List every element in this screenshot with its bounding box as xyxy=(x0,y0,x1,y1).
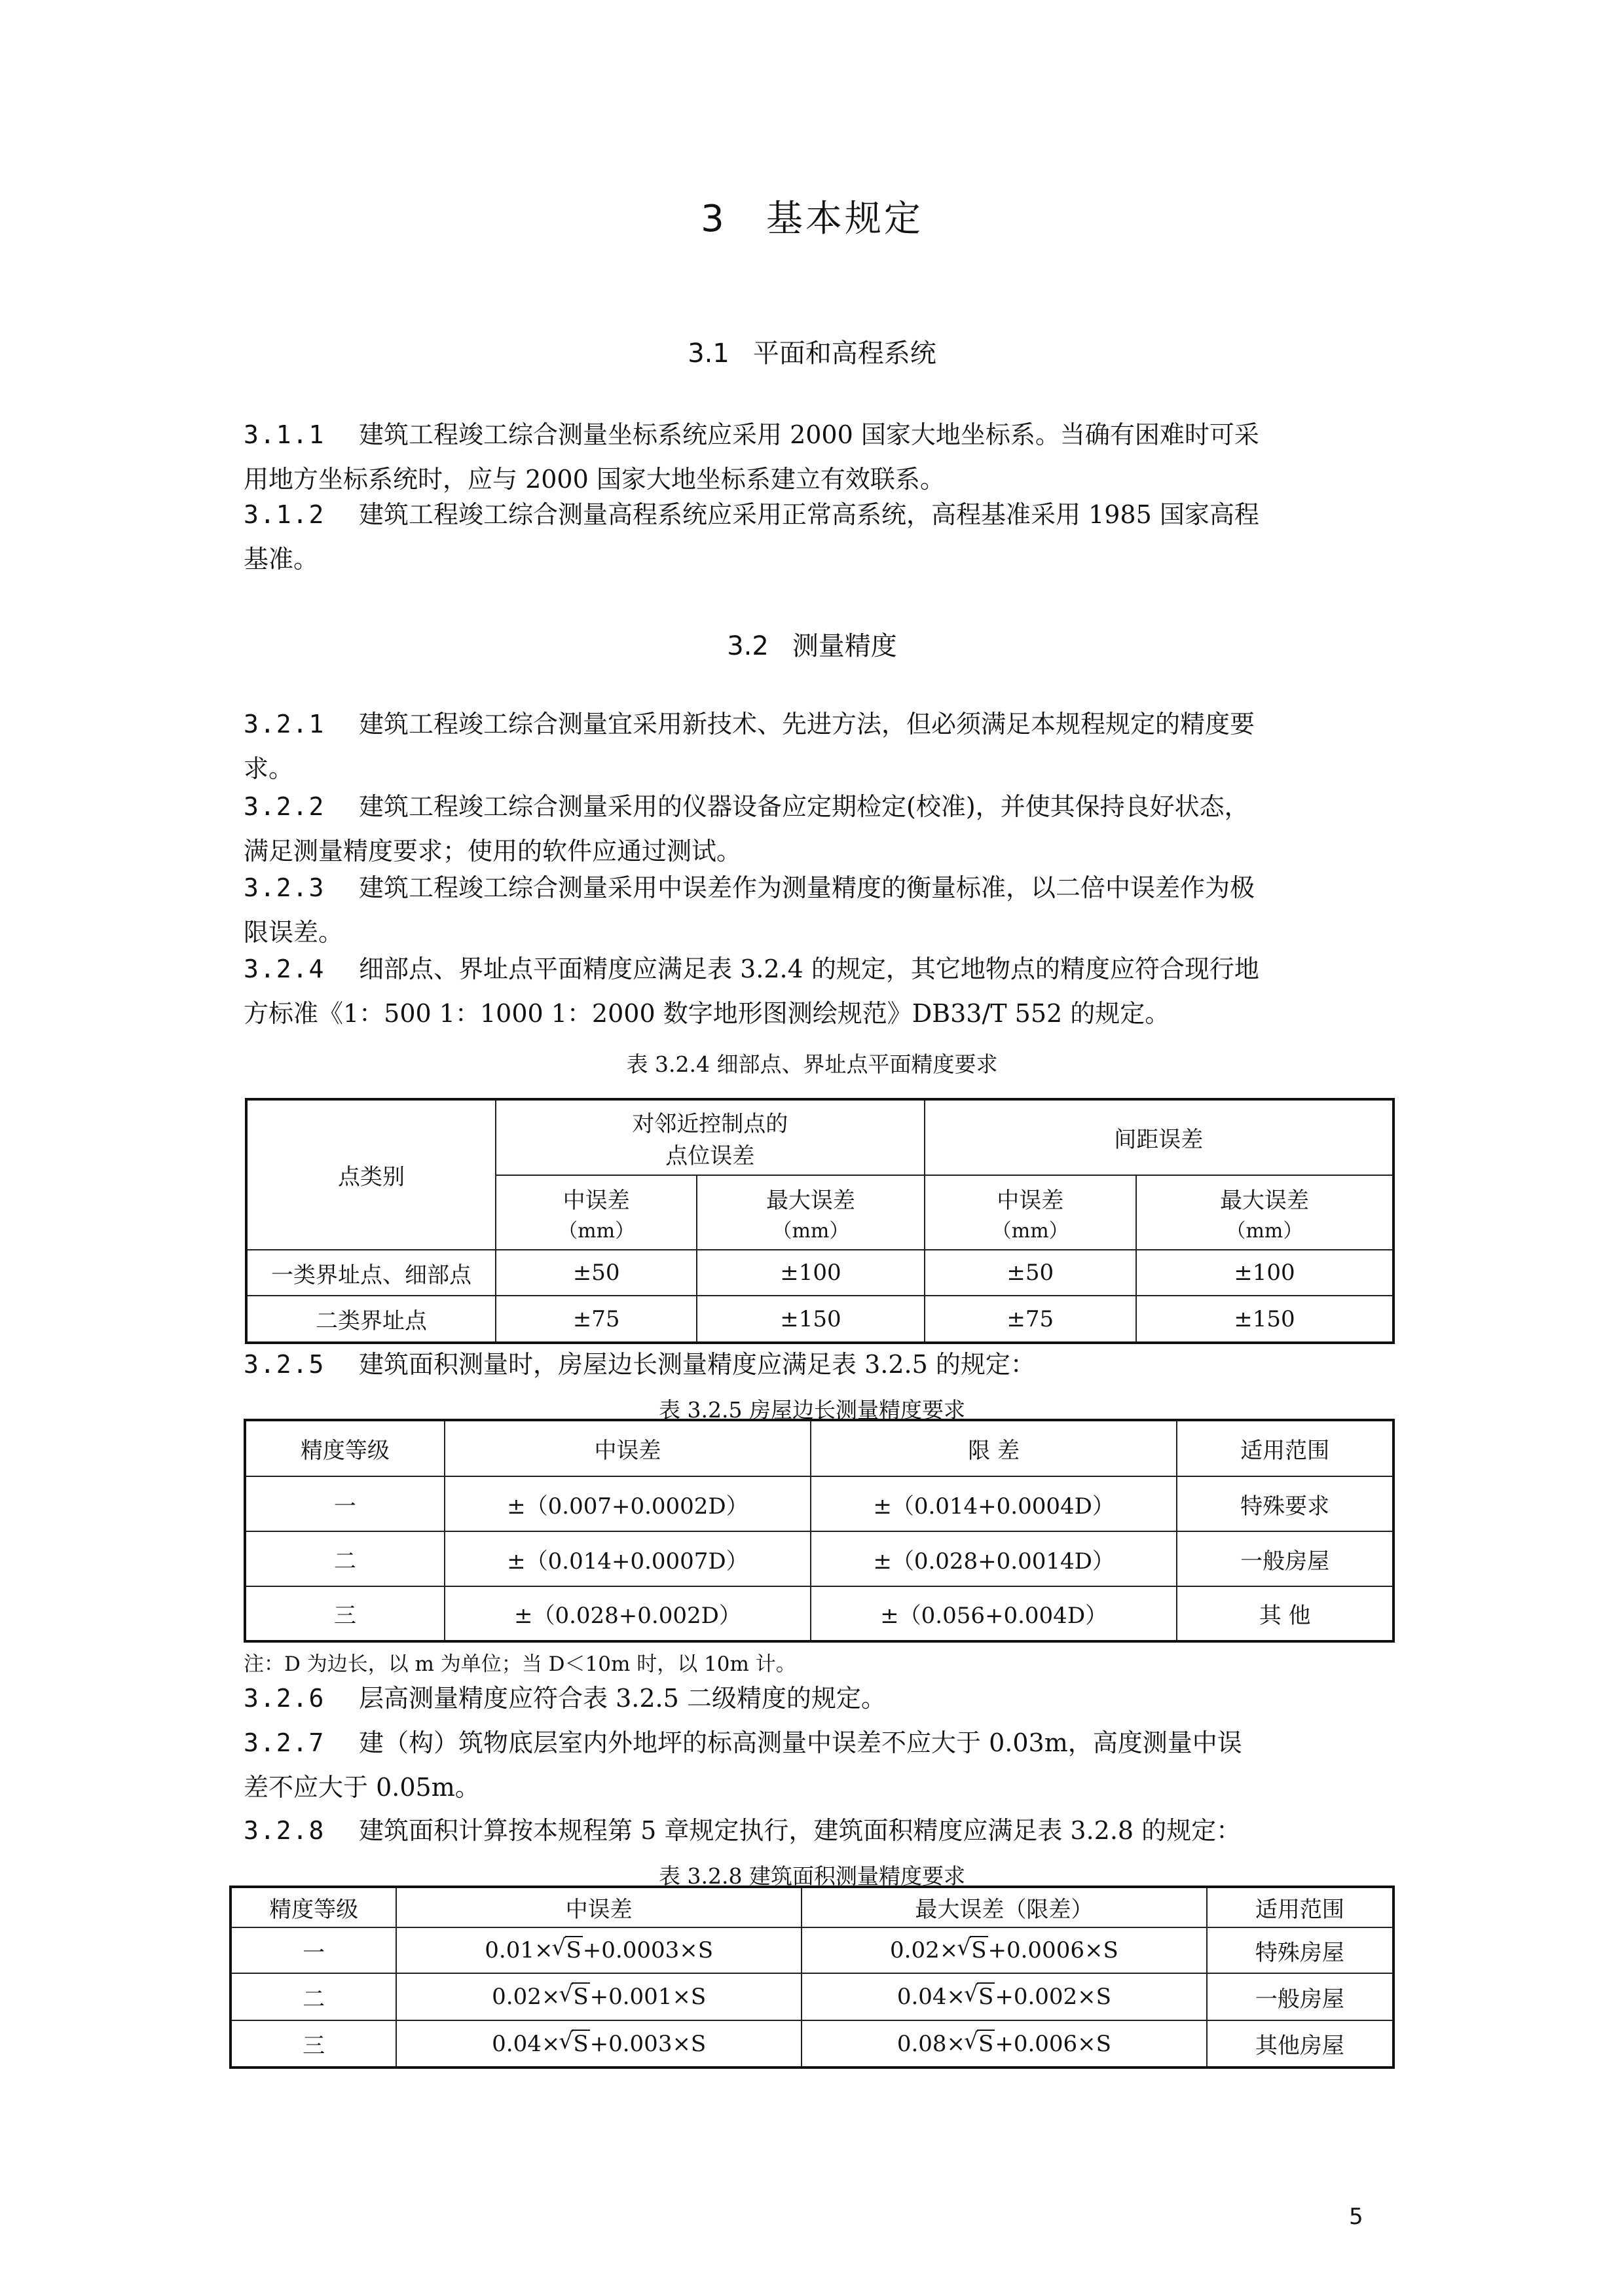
table-cell: 一般房屋 xyxy=(1177,1531,1393,1586)
table-note: 注：D 为边长，以 m 为单位；当 D＜10m 时，以 10m 计。 xyxy=(244,1652,796,1676)
clause-number: 3.1.1 xyxy=(244,420,325,449)
formula-part: 0.01× xyxy=(485,1937,553,1963)
formula-part: +0.006×S xyxy=(995,2030,1111,2057)
clause-line xyxy=(244,412,1383,457)
header-line: 最大误差 xyxy=(766,1187,855,1214)
table-3-2-5 xyxy=(244,1419,1395,1643)
table-cell xyxy=(802,1927,1207,1973)
formula-part: 0.08× xyxy=(896,2030,966,2057)
clause-3-1-1 xyxy=(244,412,1383,501)
table-3-2-8 xyxy=(229,1886,1395,2069)
sqrt-var: S xyxy=(573,1984,589,2010)
table-cell: 其他房屋 xyxy=(1207,2020,1393,2068)
clause-text: 细部点、界址点平面精度应满足表 3.2.4 的规定，其它地物点的精度应符合现行地 xyxy=(359,955,1259,983)
table-cell xyxy=(396,1973,802,2020)
table-cell: 二类界址点 xyxy=(246,1296,496,1343)
table-row xyxy=(231,1973,1393,2020)
clause-number: 3.2.6 xyxy=(244,1684,325,1713)
header-line: 中误差 xyxy=(997,1187,1064,1214)
clause-text: 建（构）筑物底层室内外地坪的标高测量中误差不应大于 0.03m，高度测量中误 xyxy=(359,1728,1242,1757)
formula-part: 0.04× xyxy=(492,2030,561,2057)
table-cell: ±（0.028+0.002D） xyxy=(445,1586,811,1641)
header-cell: 限 差 xyxy=(811,1420,1177,1476)
table-cell xyxy=(396,2020,802,2068)
table-header-row xyxy=(231,1887,1393,1927)
clause-line: 差不应大于 0.05m。 xyxy=(244,1773,480,1802)
formula-part: +0.003×S xyxy=(589,2030,707,2057)
clause-text: 建筑工程竣工综合测量宜采用新技术、先进方法，但必须满足本规程规定的精度要 xyxy=(359,710,1255,738)
sqrt-var: S xyxy=(971,1937,987,1963)
clause-line: 求。 xyxy=(244,754,294,783)
table-cell: ±150 xyxy=(697,1296,924,1343)
header-cell: 适用范围 xyxy=(1207,1887,1393,1927)
clause-line xyxy=(244,784,1383,829)
header-cell: 精度等级 xyxy=(245,1420,445,1476)
clause-line: 基准。 xyxy=(244,545,319,574)
clause-number: 3.1.2 xyxy=(244,500,325,529)
formula-part: +0.0006×S xyxy=(987,1937,1118,1963)
clause-line: 满足测量精度要求；使用的软件应通过测试。 xyxy=(244,837,742,866)
clause-3-2-7 xyxy=(244,1721,1383,1810)
chapter-number: 3 xyxy=(701,198,727,240)
clause-3-2-4 xyxy=(244,947,1383,1036)
table-cell: 三 xyxy=(231,2020,396,2068)
table-cell: 一 xyxy=(245,1476,445,1531)
section-heading-3-1 xyxy=(0,333,1624,370)
table-cell: ±75 xyxy=(496,1296,697,1343)
section-heading-3-2 xyxy=(0,625,1624,663)
clause-3-2-5 xyxy=(244,1342,1383,1387)
header-cell-max-error xyxy=(1136,1175,1393,1250)
sqrt-var: S xyxy=(573,2030,589,2057)
clause-number: 3.2.1 xyxy=(244,710,325,738)
table-cell: 三 xyxy=(245,1586,445,1641)
table-cell: ±（0.028+0.0014D） xyxy=(811,1531,1177,1586)
table-caption-3-2-4: 表 3.2.4 细部点、界址点平面精度要求 xyxy=(626,1051,998,1077)
header-line: 点位误差 xyxy=(665,1142,755,1169)
table-cell: ±（0.007+0.0002D） xyxy=(445,1476,811,1531)
table-row xyxy=(245,1586,1393,1641)
clause-line xyxy=(244,1676,1383,1721)
table-caption-3-2-5: 表 3.2.5 房屋边长测量精度要求 xyxy=(659,1397,965,1423)
table-row xyxy=(245,1531,1393,1586)
header-line: 对邻近控制点的 xyxy=(632,1110,788,1137)
clause-number: 3.2.2 xyxy=(244,792,325,821)
sqrt-var: S xyxy=(978,1984,994,2010)
clause-3-2-1 xyxy=(244,702,1383,791)
table-header-row xyxy=(245,1420,1393,1476)
table-cell xyxy=(396,1927,802,1973)
clause-line xyxy=(244,492,1383,537)
section-title: 测量精度 xyxy=(792,631,897,661)
clause-line: 限误差。 xyxy=(244,918,344,947)
formula-part: +0.0003×S xyxy=(582,1937,714,1963)
sqrt-var: S xyxy=(978,2030,994,2057)
sqrt-icon xyxy=(965,2031,995,2057)
sqrt-icon xyxy=(560,2031,589,2057)
header-cell-spacing-error: 间距误差 xyxy=(925,1099,1393,1175)
sqrt-icon xyxy=(965,1984,995,2010)
clause-line xyxy=(244,1342,1383,1387)
unit-label: （mm） xyxy=(772,1219,849,1243)
header-cell: 中误差 xyxy=(445,1420,811,1476)
clause-line xyxy=(244,947,1383,991)
table-caption-3-2-8: 表 3.2.8 建筑面积测量精度要求 xyxy=(659,1863,965,1889)
clause-text: 建筑工程竣工综合测量采用的仪器设备应定期检定(校准)，并使其保持良好状态， xyxy=(359,792,1249,821)
header-line: 最大误差 xyxy=(1219,1187,1309,1214)
formula-part: +0.001×S xyxy=(589,1984,707,2010)
table-cell: ±100 xyxy=(697,1250,924,1296)
clause-number: 3.2.5 xyxy=(244,1350,325,1379)
clause-text: 建筑面积计算按本规程第 5 章规定执行，建筑面积精度应满足表 3.2.8 的规定： xyxy=(359,1816,1242,1845)
header-line: 中误差 xyxy=(563,1187,630,1214)
table-cell: 一类界址点、细部点 xyxy=(246,1250,496,1296)
header-cell-mid-error xyxy=(925,1175,1136,1250)
sqrt-icon xyxy=(958,1937,987,1963)
header-cell: 适用范围 xyxy=(1177,1420,1393,1476)
clause-3-2-6 xyxy=(244,1676,1383,1721)
table-cell: 二 xyxy=(231,1973,396,2020)
header-cell-max-error xyxy=(697,1175,924,1250)
table-header-row xyxy=(246,1099,1393,1175)
header-cell-type: 点类别 xyxy=(246,1099,496,1250)
table-cell: 一 xyxy=(231,1927,396,1973)
sqrt-var: S xyxy=(566,1937,581,1963)
table-cell: 其 他 xyxy=(1177,1586,1393,1641)
header-cell-point-error xyxy=(496,1099,925,1175)
table-row xyxy=(245,1476,1393,1531)
unit-label: （mm） xyxy=(558,1219,635,1243)
clause-line xyxy=(244,866,1383,910)
clause-3-2-2 xyxy=(244,784,1383,873)
formula-part: 0.04× xyxy=(896,1984,966,2010)
table-cell: ±75 xyxy=(925,1296,1136,1343)
table-row xyxy=(231,1927,1393,1973)
clause-text: 建筑面积测量时，房屋边长测量精度应满足表 3.2.5 的规定： xyxy=(359,1350,1035,1379)
table-cell xyxy=(802,1973,1207,2020)
section-title: 平面和高程系统 xyxy=(752,338,936,369)
clause-3-2-3 xyxy=(244,866,1383,955)
header-cell: 最大误差（限差） xyxy=(802,1887,1207,1927)
clause-3-2-8 xyxy=(244,1808,1383,1853)
unit-label: （mm） xyxy=(1226,1219,1303,1243)
clause-text: 层高测量精度应符合表 3.2.5 二级精度的规定。 xyxy=(359,1684,886,1713)
table-3-2-4 xyxy=(245,1098,1395,1344)
table-cell: ±100 xyxy=(1136,1250,1393,1296)
table-row xyxy=(246,1296,1393,1343)
table-cell: 特殊要求 xyxy=(1177,1476,1393,1531)
formula-part: +0.002×S xyxy=(995,1984,1111,2010)
formula-part: 0.02× xyxy=(890,1937,959,1963)
table-cell: ±150 xyxy=(1136,1296,1393,1343)
table-cell xyxy=(802,2020,1207,2068)
table-cell: 一般房屋 xyxy=(1207,1973,1393,2020)
section-number: 3.1 xyxy=(688,338,729,369)
clause-number: 3.2.4 xyxy=(244,955,325,983)
table-cell: ±（0.014+0.0004D） xyxy=(811,1476,1177,1531)
clause-text: 建筑工程竣工综合测量高程系统应采用正常高系统，高程基准采用 1985 国家高程 xyxy=(359,500,1259,529)
table-cell: ±（0.014+0.0007D） xyxy=(445,1531,811,1586)
header-cell: 精度等级 xyxy=(231,1887,396,1927)
clause-number: 3.2.8 xyxy=(244,1816,325,1845)
page-number: 5 xyxy=(1349,2204,1363,2230)
sqrt-icon xyxy=(553,1937,583,1963)
clause-number: 3.2.3 xyxy=(244,873,325,902)
table-cell: 特殊房屋 xyxy=(1207,1927,1393,1973)
clause-text: 建筑工程竣工综合测量坐标系统应采用 2000 国家大地坐标系。当确有困难时可采 xyxy=(359,420,1259,449)
formula-part: 0.02× xyxy=(492,1984,561,2010)
chapter-heading xyxy=(0,190,1624,242)
section-number: 3.2 xyxy=(727,631,769,661)
header-cell: 中误差 xyxy=(396,1887,802,1927)
clause-3-1-2 xyxy=(244,492,1383,581)
table-row xyxy=(231,2020,1393,2068)
table-cell: ±50 xyxy=(496,1250,697,1296)
clause-text: 建筑工程竣工综合测量采用中误差作为测量精度的衡量标准，以二倍中误差作为极 xyxy=(359,873,1255,902)
unit-label: （mm） xyxy=(991,1219,1069,1243)
chapter-title: 基本规定 xyxy=(766,198,923,240)
clause-line: 方标准《1：500 1：1000 1：2000 数字地形图测绘规范》DB33/T 552 的规定。 xyxy=(244,999,1170,1028)
table-row xyxy=(246,1250,1393,1296)
clause-line xyxy=(244,1808,1383,1853)
clause-line: 用地方坐标系统时，应与 2000 国家大地坐标系建立有效联系。 xyxy=(244,465,945,494)
sqrt-icon xyxy=(560,1984,589,2010)
table-cell: ±50 xyxy=(925,1250,1136,1296)
table-cell: ±（0.056+0.004D） xyxy=(811,1586,1177,1641)
clause-line xyxy=(244,702,1383,746)
header-cell-mid-error xyxy=(496,1175,697,1250)
clause-line xyxy=(244,1721,1383,1765)
table-cell: 二 xyxy=(245,1531,445,1586)
clause-number: 3.2.7 xyxy=(244,1728,325,1757)
